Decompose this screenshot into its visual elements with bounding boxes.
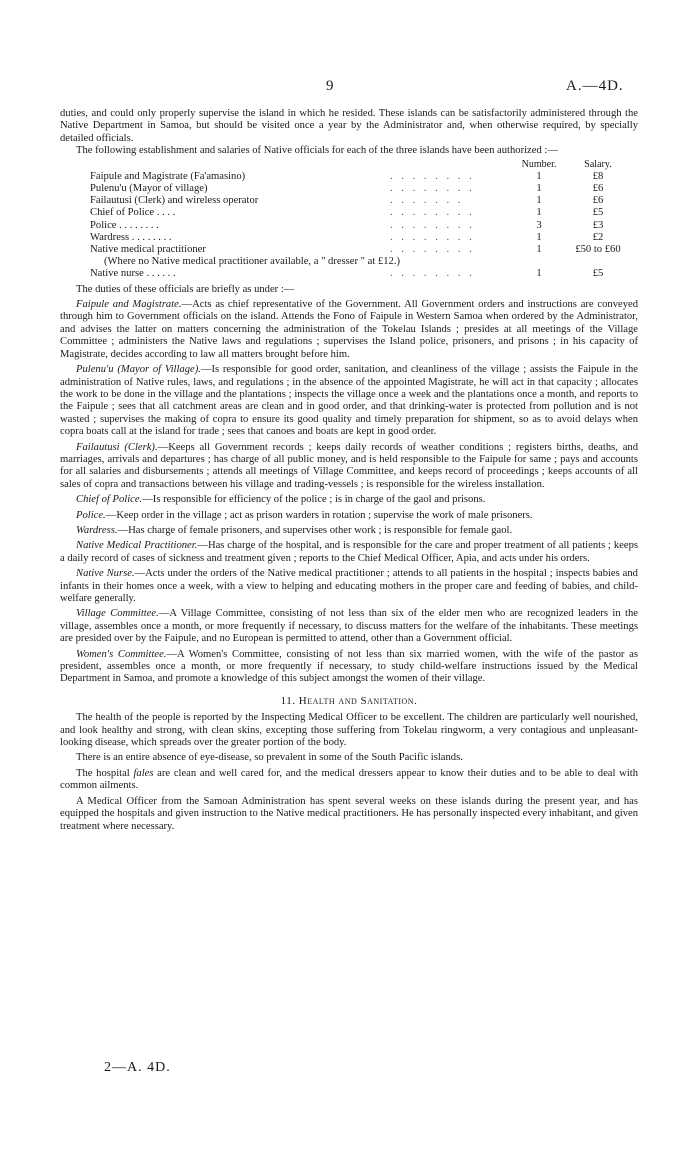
- leader-dots: . . . . . . . .: [390, 207, 475, 219]
- leader-dots: . . . . . . . .: [390, 170, 475, 182]
- section-heading: [60, 695, 638, 707]
- duty-text: —Acts as chief representative of the Government. All Government orders and instructions are conveyed through him to Government officials on the island. Attends the Fono of Faipule in Western Samoa when ordered by the Administrator, and advises the latter on matters concerning the administration of the Tokelau Islands ; presides at all meetings of the Village Committee ; administers the Native laws and regulations ; supervises the Island police, prisoners, and prisons ; in his capacity of Magistrate, decides according to law all matters brought before him.: [60, 299, 638, 360]
- duty-title: Women's Committee.: [76, 648, 167, 660]
- leader-dots: . . . . . . . .: [390, 268, 475, 280]
- duty-text: —Acts under the orders of the Native medical practitioner ; attends to all patients in the hospital ; inspects babies and infants in their homes once a week, with a view to helping and educating mothers in the proper care and feeding of babies, and child-welfare generally.: [60, 568, 638, 604]
- text-run: are clean and well cared for, and the medical dressers appear to know their duties and to be able to deal with common ailments.: [60, 767, 639, 792]
- table-row: [90, 268, 638, 280]
- duty-paragraph: [60, 568, 638, 605]
- table-row: [90, 207, 638, 219]
- official-title: Native nurse . . . . . .: [90, 268, 176, 280]
- duty-title: Wardress.: [76, 524, 118, 536]
- duty-title: Faipule and Magistrate.: [76, 299, 182, 311]
- official-salary: £6: [592, 195, 604, 207]
- duty-paragraph: [60, 649, 638, 686]
- duty-paragraph: [60, 364, 638, 438]
- table-row: [90, 232, 638, 244]
- official-salary: £2: [592, 231, 604, 243]
- health-paragraph: The health of the people is reported by the Inspecting Medical Officer to be excellent. The children are particularly well nourished, and look healthy and strong, with clean skins, excepting those suffering from Tokelau ringworm, a very contagious and unpleasant-looking disease, which spreads over the greater portion of the body.: [60, 712, 638, 749]
- leader-dots: . . . . . . . .: [390, 183, 475, 195]
- duty-title: Village Committee.: [76, 608, 159, 620]
- italic-word: fales: [133, 767, 154, 779]
- table-row: [90, 220, 638, 232]
- official-title: Wardress . . . . . . . .: [90, 231, 172, 243]
- official-number: 1: [536, 183, 542, 195]
- duty-text: —A Village Committee, consisting of not less than six of the elder men who are recognized leaders in the village, assembles once a month, or more frequently if necessary, to discuss matters for the welfare of the inhabitants. These meetings are presided over by the Faipule, and no European is permitted to attend, other than a Government official.: [60, 608, 638, 645]
- duty-paragraph: [60, 510, 638, 522]
- duties-intro: The duties of these officials are briefly as under :—: [76, 283, 295, 295]
- column-header-number: Number.: [521, 158, 557, 170]
- duty-text: —Keeps all Government records ; keeps daily records of weather conditions ; registers births, deaths, and marriages, arrivals and departures ; has charge of all public money, and is held responsible to the Faipule for same ; pays and accounts for all salaries and disbursements ; attends all meetings of Village Committee, and keeps record of proceedings ; keeps accounts of all sales of copra and transactions between his village and trading-vessels ; is responsible for the wireless installation.: [60, 441, 638, 490]
- official-title: Pulenu'u (Mayor of village): [90, 183, 208, 195]
- establishment-table: [90, 159, 638, 281]
- duty-text: —Has charge of the hospital, and is responsible for the care and proper treatment of all patients ; keeps a daily record of cases of sickness and treatment given ; reports to the Chief Medical Officer, Apia, and acts under his orders.: [60, 540, 638, 564]
- duty-text: —Is responsible for efficiency of the police ; is in charge of the gaol and prisons.: [142, 494, 486, 506]
- health-paragraph: [60, 768, 638, 793]
- duty-paragraph: [60, 442, 638, 492]
- duty-title: Native Medical Practitioner.: [76, 540, 198, 552]
- official-number: 1: [536, 268, 542, 280]
- duty-paragraph: [60, 525, 638, 537]
- official-title: Failautusi (Clerk) and wireless operator: [90, 195, 259, 207]
- leader-dots: . . . . . . .: [390, 195, 464, 207]
- table-row: [90, 244, 638, 256]
- section-title: Health and Sanitation.: [298, 694, 418, 707]
- table-row: [90, 183, 638, 195]
- health-paragraph: A Medical Officer from the Samoan Administration has spent several weeks on these islands during the present year, and has equipped the hospitals and given instruction to the Native medical practitioners. He has personally inspected every inhabitant, and given treatment where necessary.: [60, 795, 638, 832]
- duty-text: —Keep order in the village ; act as prison warders in rotation ; supervise the work of male prisoners.: [105, 509, 533, 521]
- duty-title: Chief of Police.: [76, 494, 143, 506]
- duty-title: Police.: [76, 509, 106, 521]
- page-number: 9: [326, 78, 334, 94]
- duty-paragraph: [60, 608, 638, 645]
- document-reference: A.—4D.: [566, 78, 624, 94]
- duty-paragraph: [60, 494, 638, 506]
- duty-paragraph: [60, 540, 638, 565]
- official-number: 1: [536, 170, 542, 182]
- official-number: 1: [536, 231, 542, 243]
- page-body: [60, 108, 638, 833]
- intro-paragraph: duties, and could only properly supervise the island in which he resided. These islands can be satisfactorily administered through the Native Department in Samoa, but should be visited once a year by the Administrator and, when otherwise required, by specially detailed officials.: [60, 108, 638, 144]
- duty-title: Failautusi (Clerk).: [76, 441, 158, 453]
- column-header-salary: Salary.: [584, 158, 612, 170]
- official-title: Chief of Police . . . .: [90, 207, 176, 219]
- health-paragraph: There is an entire absence of eye-disease, so prevalent in some of the South Pacific islands.: [76, 752, 463, 764]
- official-title: Native medical practitioner: [90, 244, 206, 256]
- table-row: [90, 171, 638, 183]
- section-number: 11.: [280, 694, 296, 707]
- official-number: 3: [536, 219, 542, 231]
- leader-dots: . . . . . . . .: [390, 219, 475, 231]
- dresser-note: (Where no Native medical practitioner available, a " dresser " at £12.): [104, 256, 401, 268]
- table-note-row: [90, 256, 638, 268]
- official-salary: £5: [592, 207, 604, 219]
- duty-paragraph: [60, 299, 638, 361]
- official-number: 1: [536, 207, 542, 219]
- table-row: [90, 195, 638, 207]
- duty-title: Native Nurse.: [76, 568, 135, 580]
- official-salary: £50 to £60: [575, 244, 621, 256]
- duty-title: Pulenu'u (Mayor of Village).: [76, 364, 201, 376]
- leader-dots: . . . . . . . .: [390, 231, 475, 243]
- official-salary: £5: [592, 268, 604, 280]
- official-salary: £3: [592, 219, 604, 231]
- official-salary: £6: [592, 183, 604, 195]
- official-salary: £8: [592, 170, 604, 182]
- official-number: 1: [536, 195, 542, 207]
- duty-text: —Is responsible for good order, sanitation, and cleanliness of the village ; assists the Faipule in the administration of Native rules, laws, and regulations ; in the absence of the appointed Magistrate, he will act in that capacity ; allocates the work to be done in the village and the plantations ; inspects the village once a week and the plantations once a month, and reports to the Faipule ; sees that all catchment areas are clean and in good order, and that drinking-water is protected from pollution and is not wasted ; supervises the making of copra to ensure its good quality and timely preparation for shipment, so as to avoid delays when copra boats call at the island for trade ; sees that canoes and boats are kept in good order.: [60, 364, 638, 438]
- official-title: Faipule and Magistrate (Fa'amasino): [90, 170, 246, 182]
- footer-reference: 2—A. 4D.: [104, 1060, 171, 1075]
- duty-text: —Has charge of female prisoners, and supervises other work ; is responsible for female gaol.: [117, 524, 513, 536]
- leader-dots: . . . . . . . .: [390, 244, 475, 256]
- official-number: 1: [536, 244, 542, 256]
- duty-text: —A Women's Committee, consisting of not less than six married women, with the wife of the pastor as president, assembles once a month, or more frequently if necessary, to study child-welfare instructions issued by the Medical Department in Samoa, and promote a knowledge of this subject amongst the women of their village.: [60, 648, 638, 685]
- official-title: Police . . . . . . . .: [90, 219, 159, 231]
- text-run: The hospital: [76, 767, 134, 779]
- establishment-intro: The following establishment and salaries of Native officials for each of the three islands have been authorized :—: [76, 145, 558, 157]
